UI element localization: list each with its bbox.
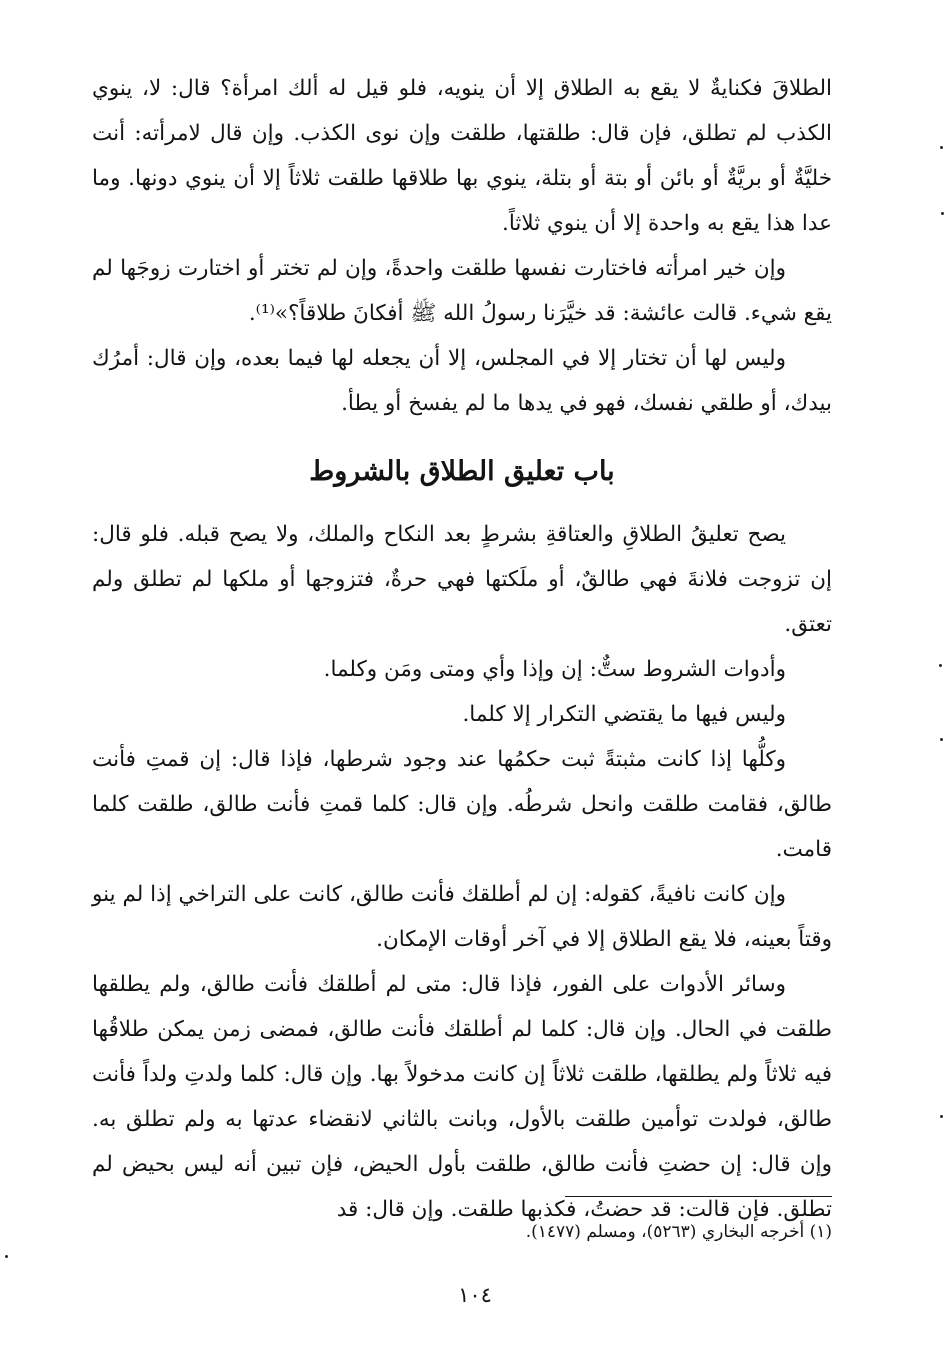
paragraph: وليس فيها ما يقتضي التكرار إلا كلما. [462,702,786,727]
paragraph: وليس لها أن تختار إلا في المجلس، إلا أن يجعله لها فيما بعده، وإن قال: أمرُك بيدك، أو طلقي نفسك، فهو في يدها ما لم يفسخ أو يطأ. [92,346,832,416]
page-number: ١٠٤ [458,1283,492,1307]
paragraph: وكلُّها إذا كانت مثبتةً ثبت حكمُها عند وجود شرطها، فإذا قال: إن قمتِ فأنت طالق، فقامت طلقت وانحل شرطُه. وإن قال: كلما قمتِ فأنت طالق، طلقت كلما قامت. [92,747,832,862]
scan-speck [5,1255,8,1258]
footnote-separator [565,1196,832,1197]
scan-speck [939,664,942,667]
paragraph: وإن كانت نافيةً، كقوله: إن لم أطلقك فأنت طالق، كانت على التراخي إذا لم ينو وقتاً بعينه، فلا يقع الطلاق إلا في آخر أوقات الإمكان. [92,882,832,952]
paragraph: وسائر الأدوات على الفور، فإذا قال: متى لم أطلقك فأنت طالق، ولم يطلقها طلقت في الحال. وإن قال: كلما لم أطلقك فأنت طالق، فمضى زمن يمكن طلاقُها فيه ثلاثاً ولم يطلقها، طلقت ثلاثاً إن كانت مدخولاً بها. وإن قال: كلما ولدتِ ولداً فأنت طالق، فولدت توأمين طلقت بالأول، وبانت بالثاني لانقضاء عدتها به ولم تطلق به. وإن قال: إن حضتِ فأنت طالق، طلقت بأول الحيض، فإن تبين أنه ليس بحيض لم تطلق. فإن قالت: قد حضتُ، فكذبها طلقت. وإن قال: قد [92,972,832,1222]
paragraph: الطلاقَ فكنايةٌ لا يقع به الطلاق إلا أن ينويه، فلو قيل له ألك امرأة؟ قال: لا، ينوي الكذب لم تطلق، فإن قال: طلقتها، طلقت وإن نوى الكذب. وإن قال لامرأته: أنت خليَّةٌ أو بريَّةٌ أو بائن أو بتة أو بتلة، ينوي بها طلاقها طلقت ثلاثاً إلا أن ينوي دونها. وما عدا هذا يقع به واحدة إلا أن ينوي ثلاثاً. [92,76,832,236]
scan-speck [940,738,943,741]
main-text [92,66,832,1232]
scan-speck [940,1115,943,1118]
scan-speck [941,212,944,215]
paragraph: وأدوات الشروط ستٌّ: إن وإذا وأي ومتى ومَن وكلما. [323,657,786,682]
chapter-heading: باب تعليق الطلاق بالشروط [309,456,615,487]
paragraph: وإن خير امرأته فاختارت نفسها طلقت واحدةً، وإن لم تختر أو اختارت زوجَها لم يقع شيء. قالت عائشة: قد خيَّرَنا رسولُ الله ﷺ أفكانَ طلاقاً؟»⁽¹⁾. [92,256,832,326]
paragraph: يصح تعليقُ الطلاقِ والعتاقةِ بشرطٍ بعد النكاح والملك، ولا يصح قبله. فلو قال: إن تزوجت فلانةَ فهي طالقٌ، أو ملَكتها فهي حرةٌ، فتزوجها أو ملكها لم تطلق ولم تعتق. [92,522,832,637]
scan-speck [940,146,943,149]
footnote: (١) أخرجه البخاري (٥٢٦٣)، ومسلم (١٤٧٧). [525,1222,832,1242]
